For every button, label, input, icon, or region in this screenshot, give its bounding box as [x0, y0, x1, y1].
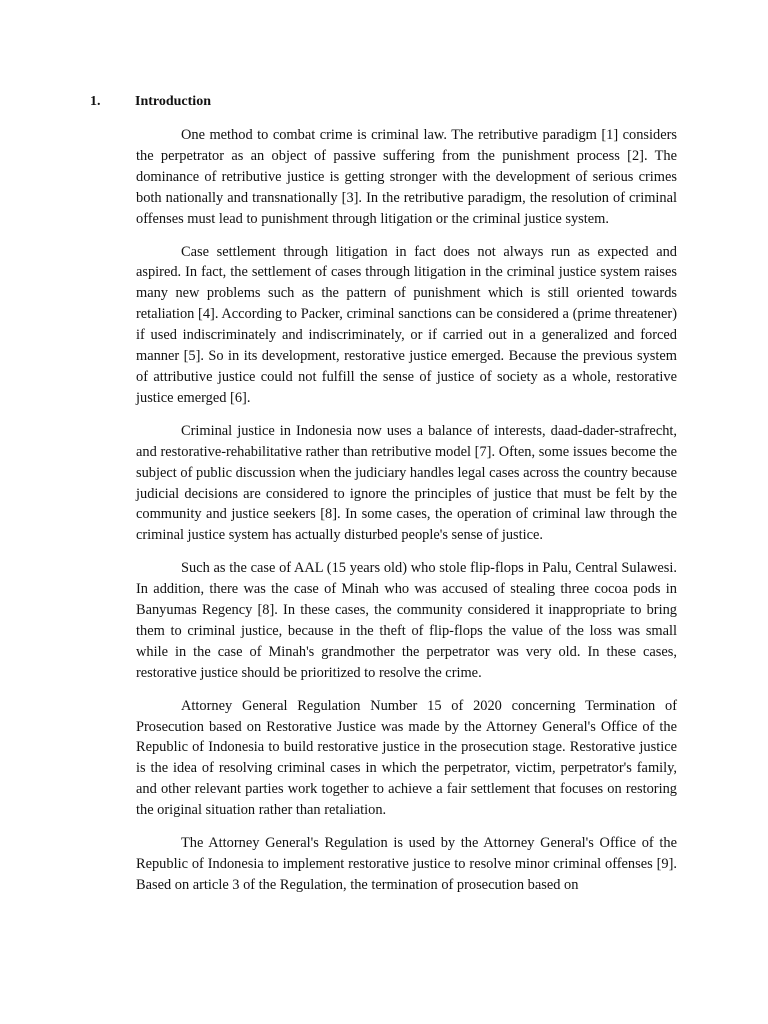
paragraph-5: Attorney General Regulation Number 15 of 2020 concerning Termination of Prosecution based on Restorative Justice was made by the Attorney General's Office of the Republic of Indonesia to build restorative justice in the prosecution stage. Restorative justice is the idea of resolving criminal cases in which the perpetrator, victim, perpetrator's family, and other relevant parties work together to achieve a fair settlement that focuses on restoring the original situation rather than retaliation.	[136, 697, 677, 819]
paragraph-6: The Attorney General's Regulation is used by the Attorney General's Office of the Republic of Indonesia to implement restorative justice to resolve minor criminal offenses [9]. Based on article 3 of the Regulation, the termination of prosecution based on	[136, 835, 677, 893]
section-title: Introduction	[135, 94, 211, 109]
section-heading	[90, 93, 211, 111]
paragraph-2: Case settlement through litigation in fact does not always run as expected and aspired. In fact, the settlement of cases through litigation in the criminal justice system raises many new problems such as the pattern of punishment which is still oriented towards retaliation [4]. According to Packer, criminal sanctions can be considered a (prime threatener) if used indiscriminately and indiscriminately, or if carried out in a generalized and forced manner [5]. So in its development, restorative justice emerged. Because the previous system of attributive justice could not fulfill the sense of justice of society as a whole, restorative justice emerged [6].	[136, 243, 677, 406]
paragraph-1: One method to combat crime is criminal law. The retributive paradigm [1] considers the perpetrator as an object of passive suffering from the punishment process [2]. The dominance of retributive justice is getting stronger with the development of serious crimes both nationally and transnationally [3]. In the retributive paradigm, the resolution of criminal offenses must lead to punishment through litigation or the criminal justice system.	[136, 127, 677, 227]
section-number: 1.	[90, 94, 101, 109]
section-body	[136, 125, 677, 908]
paragraph-3: Criminal justice in Indonesia now uses a balance of interests, daad-dader-strafrecht, and restorative-rehabilitative rather than retributive model [7]. Often, some issues become the subject of public discussion when the judiciary handles legal cases across the country because judicial decisions are considered to ignore the principles of justice that must be felt by the community and justice seekers [8]. In some cases, the operation of criminal law through the criminal justice system has actually disturbed people's sense of justice.	[136, 422, 677, 544]
paragraph-4: Such as the case of AAL (15 years old) who stole flip-flops in Palu, Central Sulawesi. In addition, there was the case of Minah who was accused of stealing three cocoa pods in Banyumas Regency [8]. In these cases, the community considered it inappropriate to bring them to criminal justice, because in the theft of flip-flops the value of the loss was small while in the case of Minah's grandmother the perpetrator was very old. In these cases, restorative justice should be prioritized to resolve the crime.	[136, 560, 677, 681]
